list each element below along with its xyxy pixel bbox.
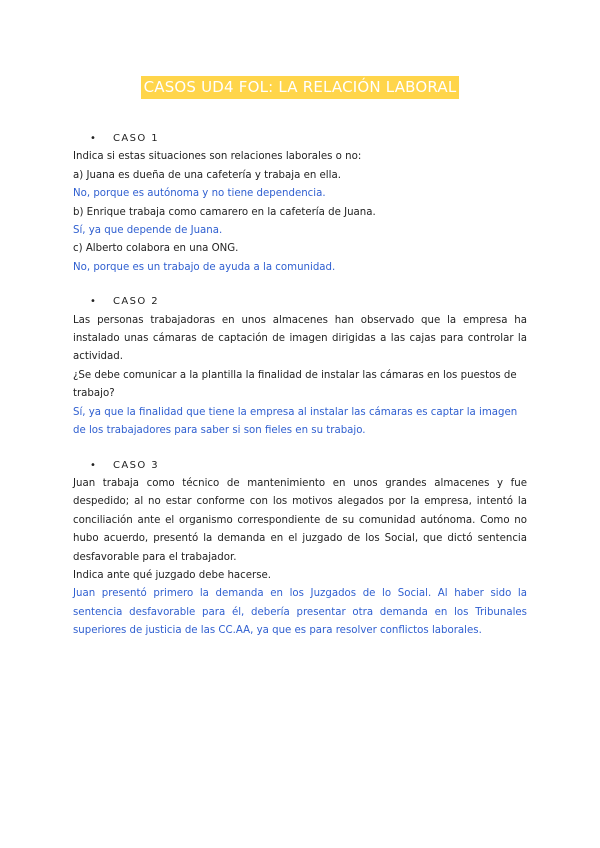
title-wrap xyxy=(0,76,600,99)
document-body xyxy=(73,130,527,641)
case-2-text: Las personas trabajadoras en unos almacenes han observado que la empresa ha instalado unas cámaras de captación de imagen dirigidas a las cajas para controlar la actividad. xyxy=(73,314,527,363)
case-2-heading: • CASO 2 xyxy=(73,293,527,311)
case-3-text: Juan trabaja como técnico de mantenimiento en unos grandes almacenes y fue despedido; al no estar conforme con los motivos alegados por la empresa, intentó la conciliación ante el organismo correspondiente de su comunidad autónoma. Como no hubo acuerdo, presentó la demanda en el juzgado de los Social, que dictó sentencia desfavorable para el trabajador. xyxy=(73,477,527,563)
case-1-answer-a: No, porque es autónoma y no tiene dependencia. xyxy=(73,188,326,200)
case-3-heading: • CASO 3 xyxy=(73,457,527,475)
case-1-prompt: Indica si estas situaciones son relaciones laborales o no: xyxy=(73,151,362,163)
spacer xyxy=(73,277,527,293)
case-1-answer-c: No, porque es un trabajo de ayuda a la comunidad. xyxy=(73,261,336,273)
case-1-item-b: b) Enrique trabaja como camarero en la cafetería de Juana. xyxy=(73,206,376,218)
case-2-question: ¿Se debe comunicar a la plantilla la finalidad de instalar las cámaras en los puestos de trabajo? xyxy=(73,369,517,400)
case-2-answer: Sí, ya que la finalidad que tiene la empresa al instalar las cámaras es captar la imagen de los trabajadores para saber si son fieles en su trabajo. xyxy=(73,406,518,437)
case-1-answer-b: Sí, ya que depende de Juana. xyxy=(73,225,223,237)
case-1-section xyxy=(73,130,527,277)
case-1-item-c: c) Alberto colabora en una ONG. xyxy=(73,243,239,255)
document-title: CASOS UD4 FOL: LA RELACIÓN LABORAL xyxy=(141,76,460,99)
case-1-item-a: a) Juana es dueña de una cafetería y trabaja en ella. xyxy=(73,169,341,181)
case-3-question: Indica ante qué juzgado debe hacerse. xyxy=(73,569,272,581)
case-3-section xyxy=(73,457,527,641)
case-1-heading: • CASO 1 xyxy=(73,130,527,148)
case-2-section xyxy=(73,293,527,440)
spacer xyxy=(73,441,527,457)
case-3-answer: Juan presentó primero la demanda en los Juzgados de lo Social. Al haber sido la sentencia desfavorable para él, debería presentar otra demanda en los Tribunales superiores de justicia de las CC.AA, ya que es para resolver conflictos laborales. xyxy=(73,588,527,637)
